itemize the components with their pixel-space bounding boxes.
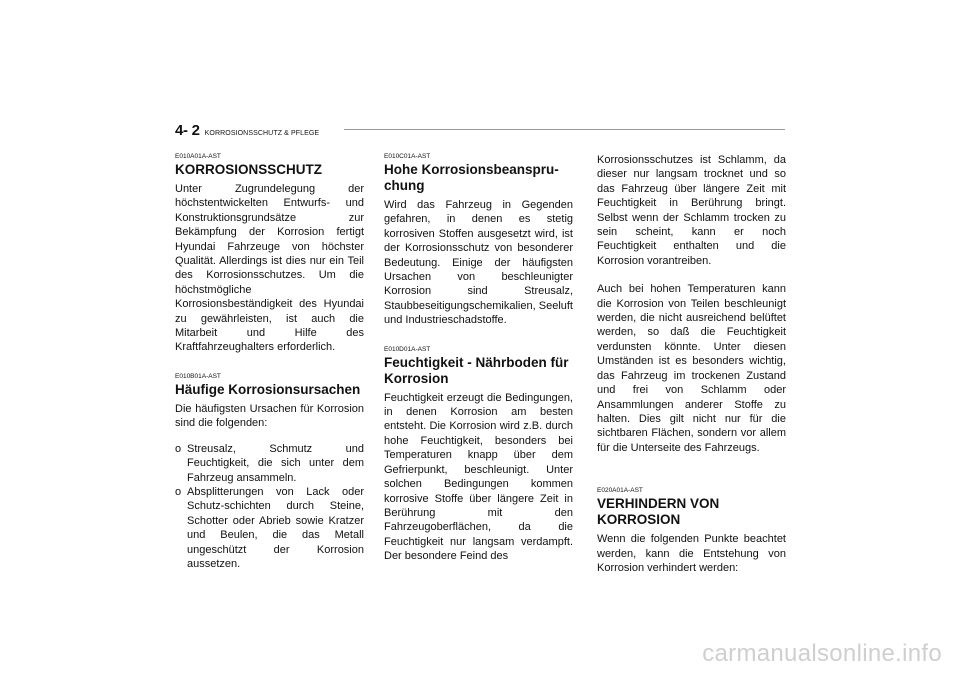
section-heading: VERHINDERN VON KORROSION xyxy=(597,496,720,528)
section-verhindern xyxy=(597,487,786,575)
section-code: E020A01A-AST xyxy=(597,487,643,495)
body-paragraph: Unter Zugrundelegung der höchstentwickelten Entwurfs- und Konstruktionsgrundsätze zur Bekämpfung der Korrosion fertigt Hyundai Fahrzeuge von höchster Qualität. Allerdings ist dies nur ein Teil des Korrosionsschutzes. Um die höchstmögliche Korrosionsbeständigkeit des Hyundai zu gewährleisten, ist auch die Mitarbeit und Hilfe des Kraftfahrzeughalters erforderlich. xyxy=(175,183,364,354)
page-number: 4- 2 xyxy=(175,122,200,139)
section-code: E010A01A-AST xyxy=(175,153,221,160)
list-item xyxy=(175,485,364,571)
column-left xyxy=(175,153,364,571)
causes-list xyxy=(175,442,364,572)
column-middle xyxy=(384,153,573,564)
body-paragraph: Wenn die folgenden Punkte beachtet werden, kann die Entstehung von Korrosion verhindert werden: xyxy=(597,533,786,574)
section-heading: Häufige Korrosionsursachen xyxy=(175,381,361,397)
section-code: E010B01A-AST xyxy=(175,372,221,380)
section-haeufige-ursachen xyxy=(175,373,364,571)
section-code: E010D01A-AST xyxy=(384,345,431,353)
column-right xyxy=(597,153,786,575)
body-paragraph: Auch bei hohen Temperaturen kann die Korrosion von Teilen beschleunigt werden, die nicht ausreichend belüftet werden, so daß die Feuchtigkeit verdunsten könnte. Unter diesen Umständen ist es besonders wichtig, das Fahrzeug im trockenen Zustand und frei von Schlamm oder Ansammlungen anderer Stoffe zu halten. Dies gilt nicht nur für die sichtbaren Flächen, sondern vor allem für die Unterseite des Fahrzeugs. xyxy=(597,283,786,454)
paragraph-spacer xyxy=(597,268,786,282)
bullet-marker: o xyxy=(175,442,182,455)
section-heading: Feuchtigkeit - Nährboden für Korrosion xyxy=(384,354,569,386)
list-item-text: Absplitterungen von Lack oder Schutz-schichten durch Steine, Schotter oder Abrieb sowie Kratzer und Beulen, die das Metall ungeschützt der Korrosion aussetzen. xyxy=(187,485,364,570)
watermark: carmanualsonline.info xyxy=(702,640,942,667)
section-heading: Hohe Korrosionsbeanspru-chung xyxy=(384,162,559,193)
header-divider xyxy=(344,129,785,130)
page-header xyxy=(175,122,319,139)
body-paragraph: Feuchtigkeit erzeugt die Bedingungen, in denen Korrosion am besten entsteht. Die Korrosion wird z.B. durch hohe Feuchtigkeit, besonders bei Temperaturen knapp über dem Gefrierpunkt, beschleunigt. Unter solchen Bedingungen kommen korrosive Stoffe über längere Zeit in Berührung mit den Fahrzeugoberflächen, da die Feuchtigkeit nur langsam verdampft. Der besondere Feind des xyxy=(384,391,573,563)
section-name: KORROSIONSSCHUTZ & PFLEGE xyxy=(204,130,320,137)
section-heading: KORROSIONSSCHUTZ xyxy=(175,162,323,177)
section-feuchtigkeit xyxy=(384,346,573,564)
list-item xyxy=(175,442,364,485)
body-paragraph: Wird das Fahrzeug in Gegenden gefahren, in denen es stetig korrosiven Stoffen ausgesetzt wird, ist der Korrosionsschutz von besonderer Bedeutung. Einige der häufigsten Ursachen von beschleunigter Korrosion sind Streusalz, Staubbeseitigungschemikalien, Seeluft und Industrieschadstoffe. xyxy=(384,199,573,327)
bullet-marker: o xyxy=(175,485,182,498)
body-paragraph: Korrosionsschutzes ist Schlamm, da dieser nur langsam trocknet und so das Fahrzeug über längere Zeit mit Feuchtigkeit in Berührung bringt. Selbst wenn der Schlamm trocken zu sein scheint, kann er noch Feuchtigkeit enthalten und die Korrosion vorantreiben. xyxy=(597,154,786,267)
section-code: E010C01A-AST xyxy=(384,153,431,160)
section-korrosionsschutz xyxy=(175,153,364,355)
list-item-text: Streusalz, Schmutz und Feuchtigkeit, die sich unter dem Fahrzeug ansammeln. xyxy=(187,442,364,484)
body-paragraph: Die häufigsten Ursachen für Korrosion sind die folgenden: xyxy=(175,402,364,430)
section-hohe-beanspruchung xyxy=(384,153,573,328)
